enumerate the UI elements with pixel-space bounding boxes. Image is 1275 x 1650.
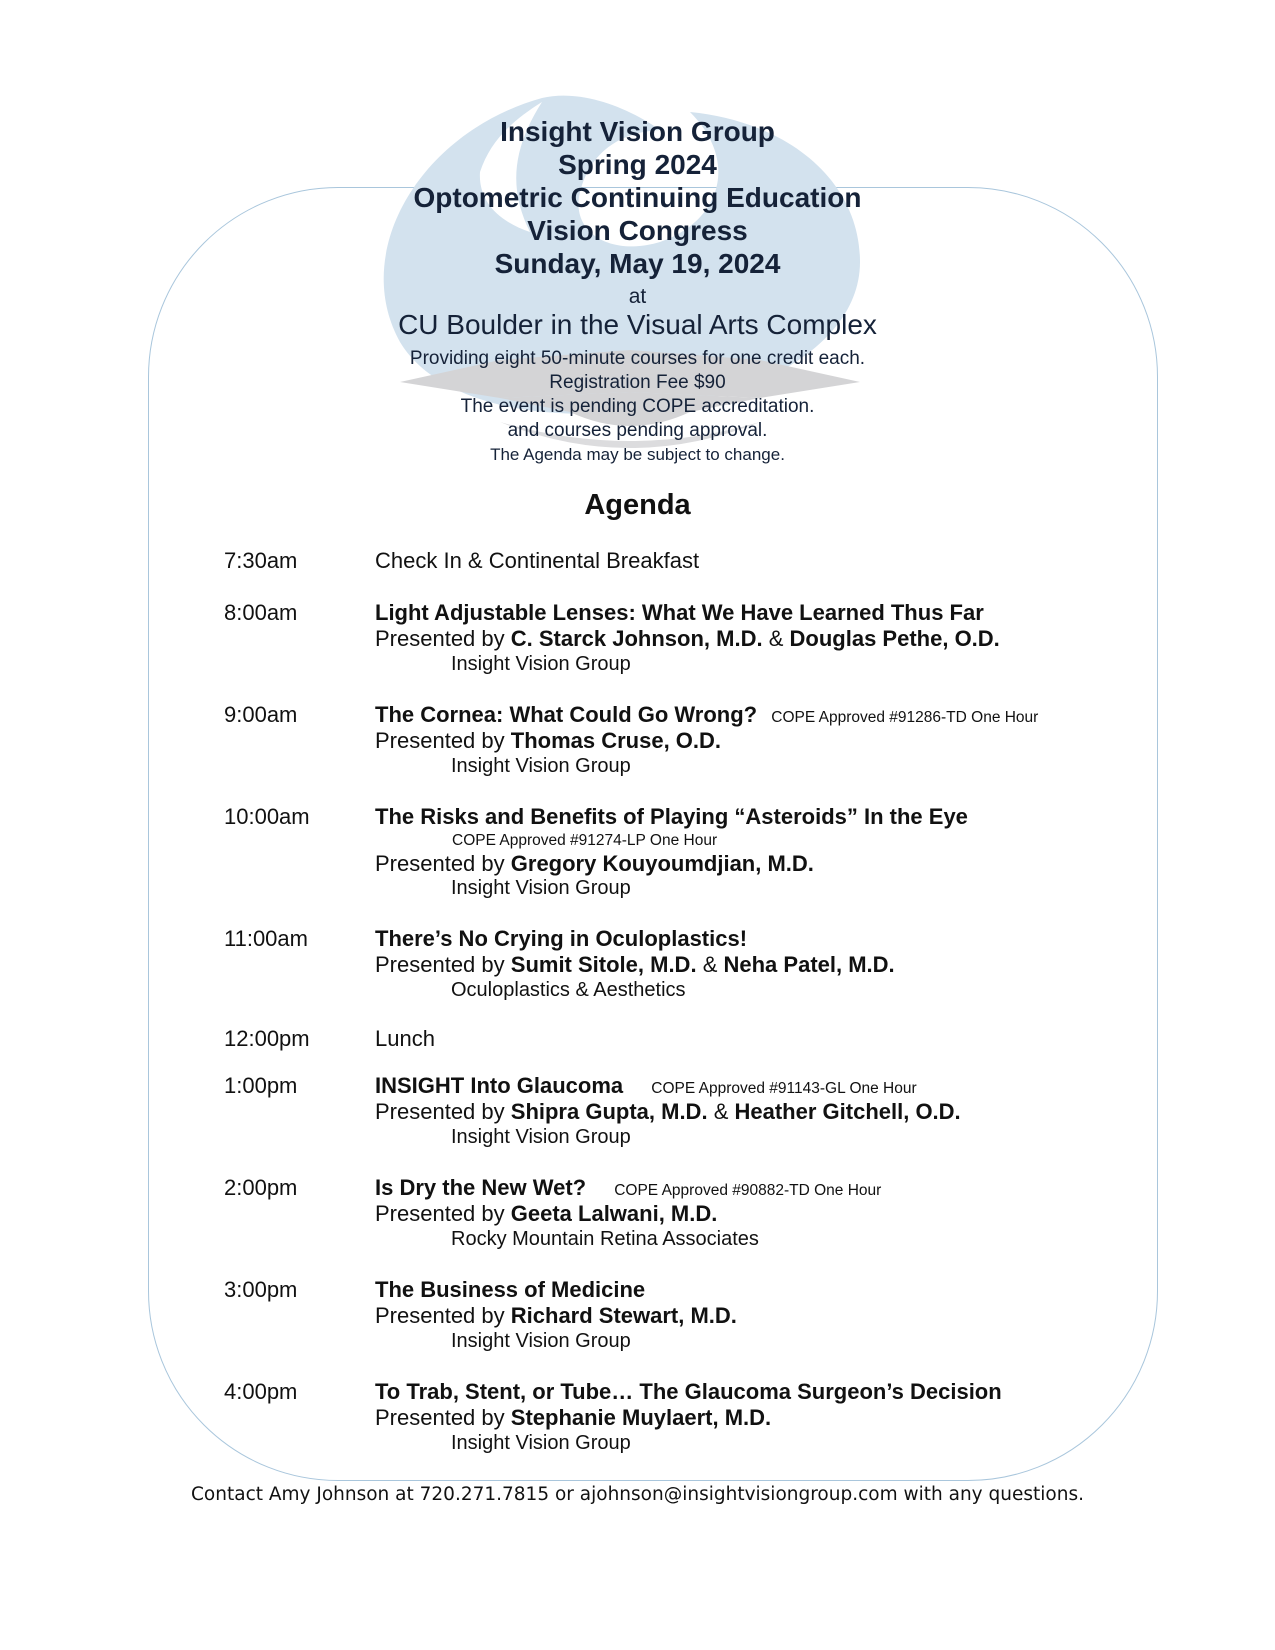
agenda-session-title: The Business of Medicine <box>375 1277 646 1302</box>
cope-approval: COPE Approved #91286-TD One Hour <box>771 709 1039 726</box>
agenda-presenters <box>375 1405 771 1431</box>
header-program: Optometric Continuing Education <box>413 182 862 213</box>
agenda-session-title: INSIGHT Into Glaucoma <box>375 1073 624 1098</box>
header-season: Spring 2024 <box>558 149 717 180</box>
agenda-session-title: Is Dry the New Wet? <box>375 1175 587 1200</box>
presenter-name: Thomas Cruse, O.D. <box>510 728 722 753</box>
presenter-name: Neha Patel, M.D. <box>723 952 895 977</box>
agenda-presenters <box>375 851 814 877</box>
agenda-time: 2:00pm <box>224 1175 298 1200</box>
presenter-organization: Insight Vision Group <box>451 755 631 777</box>
header-venue: CU Boulder in the Visual Arts Complex <box>398 309 877 340</box>
agenda-time: 1:00pm <box>224 1073 298 1098</box>
header-approval: and courses pending approval. <box>507 420 768 441</box>
presenter-name: Shipra Gupta, M.D. <box>510 1099 708 1124</box>
presenter-name: Richard Stewart, M.D. <box>510 1303 737 1328</box>
ampersand: & <box>768 626 784 651</box>
presenter-name: Gregory Kouyoumdjian, M.D. <box>510 851 814 876</box>
header-accreditation: The event is pending COPE accreditation. <box>460 396 815 417</box>
presenter-organization: Oculoplastics & Aesthetics <box>451 979 686 1001</box>
agenda-session-title: There’s No Crying in Oculoplastics! <box>375 926 748 951</box>
agenda-presenters <box>375 1303 737 1329</box>
presenter-name: Stephanie Muylaert, M.D. <box>510 1405 772 1430</box>
agenda-time: 11:00am <box>224 926 308 951</box>
header-org-name: Insight Vision Group <box>500 116 775 147</box>
presented-by-label: Presented by <box>375 1303 505 1328</box>
agenda-presenters <box>375 1099 961 1125</box>
presenter-name: Douglas Pethe, O.D. <box>789 626 1000 651</box>
agenda-session-row <box>375 1175 881 1201</box>
cope-approval: COPE Approved #91143-GL One Hour <box>651 1080 917 1097</box>
presented-by-label: Presented by <box>375 1099 505 1124</box>
header-event-name: Vision Congress <box>527 215 748 246</box>
header-change-note: The Agenda may be subject to change. <box>490 445 785 464</box>
agenda-title: Agenda <box>584 489 691 521</box>
header-fee: Registration Fee $90 <box>549 372 726 393</box>
cope-approval: COPE Approved #90882-TD One Hour <box>614 1182 882 1199</box>
agenda-time: 10:00am <box>224 804 310 829</box>
presenter-organization: Insight Vision Group <box>451 653 631 675</box>
agenda-session-title: Lunch <box>375 1026 435 1051</box>
presenter-name: Heather Gitchell, O.D. <box>734 1099 961 1124</box>
presented-by-label: Presented by <box>375 952 505 977</box>
agenda-presenters <box>375 626 1000 652</box>
presented-by-label: Presented by <box>375 1405 505 1430</box>
agenda-presenters <box>375 952 895 978</box>
agenda-time: 7:30am <box>224 548 298 573</box>
agenda-session-row <box>375 702 1038 728</box>
presented-by-label: Presented by <box>375 1201 505 1226</box>
agenda-presenters <box>375 1201 717 1227</box>
ampersand: & <box>713 1099 729 1124</box>
presented-by-label: Presented by <box>375 626 505 651</box>
agenda-time: 3:00pm <box>224 1277 298 1302</box>
agenda-time: 8:00am <box>224 600 298 625</box>
ampersand: & <box>702 952 718 977</box>
agenda-session-title: Check In & Continental Breakfast <box>375 548 700 573</box>
presenter-organization: Insight Vision Group <box>451 877 631 899</box>
header-date: Sunday, May 19, 2024 <box>494 248 781 279</box>
agenda-session-title: The Cornea: What Could Go Wrong? <box>375 702 758 727</box>
presenter-name: Geeta Lalwani, M.D. <box>510 1201 718 1226</box>
agenda-time: 9:00am <box>224 702 298 727</box>
header-courses-note: Providing eight 50-minute courses for one credit each. <box>409 348 866 369</box>
agenda-time: 12:00pm <box>224 1026 310 1051</box>
agenda-session-title: The Risks and Benefits of Playing “Asteroids” In the Eye <box>375 804 968 829</box>
presenter-organization: Insight Vision Group <box>451 1330 631 1352</box>
presenter-organization: Insight Vision Group <box>451 1432 631 1454</box>
presenter-organization: Rocky Mountain Retina Associates <box>451 1228 759 1250</box>
header-at: at <box>628 285 647 308</box>
presented-by-label: Presented by <box>375 851 505 876</box>
presenter-organization: Insight Vision Group <box>451 1126 631 1148</box>
agenda-session-title: Light Adjustable Lenses: What We Have Learned Thus Far <box>375 600 984 625</box>
cope-approval: COPE Approved #91274-LP One Hour <box>452 832 718 849</box>
agenda-session-row <box>375 1073 917 1099</box>
contact-footer: Contact Amy Johnson at 720.271.7815 or ajohnson@insightvisiongroup.com with any questions. <box>191 1484 1084 1505</box>
agenda-presenters <box>375 728 721 754</box>
agenda-time: 4:00pm <box>224 1379 298 1404</box>
agenda-session-title: To Trab, Stent, or Tube… The Glaucoma Surgeon’s Decision <box>375 1379 1002 1404</box>
presented-by-label: Presented by <box>375 728 505 753</box>
presenter-name: C. Starck Johnson, M.D. <box>510 626 763 651</box>
presenter-name: Sumit Sitole, M.D. <box>510 952 697 977</box>
